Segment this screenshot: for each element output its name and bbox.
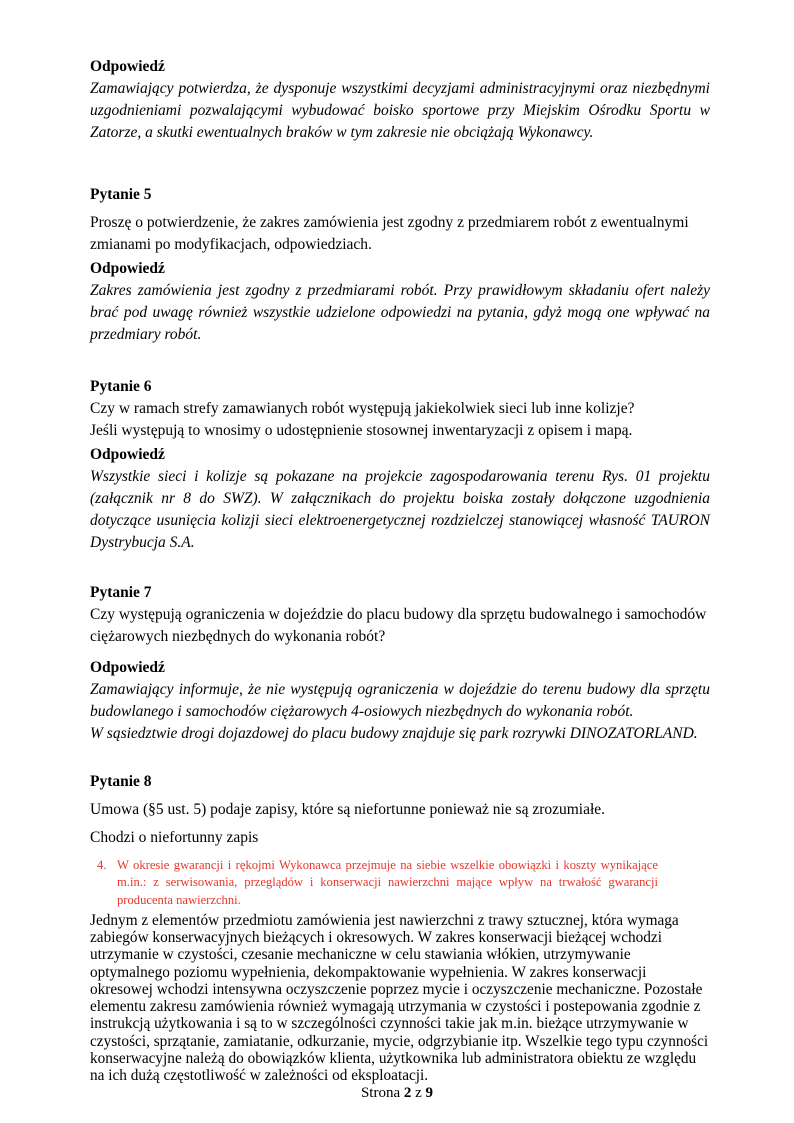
question-6-text-line1: Czy w ramach strefy zamawianych robót występują jakiekolwiek sieci lub inne kolizje? [90, 400, 635, 417]
question-5-heading: Pytanie 5 [90, 186, 152, 203]
question-8-intro-line1: Umowa (§5 ust. 5) podaje zapisy, które są niefortunne ponieważ nie są zrozumiałe. [90, 801, 606, 818]
question-5-answer-text: Zakres zamówienia jest zgodny z przedmiarami robót. Przy prawidłowym składaniu ofert należy brać pod uwagę również wszystkie udzielone odpowiedzi na pytania, gdyż mogą one wpływać na przedmiary robót. [90, 282, 710, 343]
question-6-text-line2: Jeśli występują to wnosimy o udostępnienie stosownej inwentaryzacji z opisem i mapą. [90, 422, 633, 439]
question-6-heading: Pytanie 6 [90, 378, 152, 395]
intro-answer-text: Zamawiający potwierdza, że dysponuje wszystkimi decyzjami administracyjnymi oraz niezbędnymi uzgodnieniami pozwalającymi wybudować boisko sportowe przy Miejskim Ośrodku Sportu w Zatorze, a skutki ewentualnych braków w tym zakresie nie obciążają Wykonawcy. [90, 80, 710, 141]
quote-item-number: 4. [97, 858, 107, 872]
question-7-answer-heading: Odpowiedź [90, 659, 165, 676]
question-8-commentary: Jednym z elementów przedmiotu zamówienia jest nawierzchni z trawy sztucznej, która wymaga zabiegów konserwacyjnych bieżących i okresowych. W zakres konserwacji bieżącej wchodzi utrzymanie w czystości, czesanie mechaniczne w celu stawiania włókien, utrzymywanie optymalnego poziomu wypełnienia, dekompaktowanie wypełnienia. W zakres konserwacji okresowej wchodzi intensywna oczyszczenie poprzez mycie i oczyszczenie mechaniczne. Pozostałe elementu zakresu zamówienia również wymagają utrzymania w czystości i postepowania zgodnie z instrukcją użytkowania i są to w szczególności czynności takie jak m.in. bieżące utrzymywanie w czystości, sprzątanie, zamiatanie, odkurzanie, mycie, odgrzybianie itp. Wszelkie tego typu czynności konserwacyjne należą do obowiązków klienta, użytkownika lub administratora obiektu ze względu na ich dużą częstotliwość w zależności od eksploatacji. [90, 911, 709, 1085]
quote-item-text: W okresie gwarancji i rękojmi Wykonawca przejmuje na siebie wszelkie obowiązki i koszty wynikające m.in.: z serwisowania, przeglądów i konserwacji nawierzchni mające wpływ na trwałość gwarancji producenta nawierzchni. [117, 858, 658, 907]
footer-total-pages: 9 [425, 1085, 434, 1101]
question-7-heading: Pytanie 7 [90, 584, 152, 601]
page-footer [0, 1083, 794, 1104]
intro-answer-heading: Odpowiedź [90, 58, 165, 75]
question-8-intro-line2: Chodzi o niefortunny zapis [90, 829, 259, 846]
question-5-text: Proszę o potwierdzenie, że zakres zamówienia jest zgodny z przedmiarem robót z ewentualnymi zmianami po modyfikacjach, odpowiedziach. [90, 214, 689, 253]
question-7-answer-text-line1: Zamawiający informuje, że nie występują ograniczenia w dojeździe do terenu budowy dla sprzętu budowlanego i samochodów ciężarowych 4-osiowych niezbędnych do wykonania robót. [90, 681, 710, 720]
question-5-answer-heading: Odpowiedź [90, 260, 165, 277]
question-7-text: Czy występują ograniczenia w dojeździe do placu budowy dla sprzętu budowalnego i samochodów ciężarowych niezbędnych do wykonania robót? [90, 606, 707, 645]
question-8-heading: Pytanie 8 [90, 773, 152, 790]
footer-separator: z [415, 1085, 422, 1101]
question-7-answer-text-line2: W sąsiedztwie drogi dojazdowej do placu budowy znajduje się park rozrywki DINOZATORLAND. [90, 725, 698, 742]
footer-page-label: Strona [360, 1085, 401, 1101]
question-6-answer-heading: Odpowiedź [90, 446, 165, 463]
footer-page-number: 2 [403, 1085, 412, 1101]
question-6-answer-text: Wszystkie sieci i kolizje są pokazane na projekcie zagospodarowania terenu Rys. 01 projektu (załącznik nr 8 do SWZ). W załącznikach do projektu boiska zostały dołączone uzgodnienia dotyczące usunięcia kolizji sieci elektroenergetycznej rozdzielczej stanowiącej własność TAURON Dystrybucja S.A. [90, 468, 710, 551]
contract-clause-quote [97, 857, 658, 909]
